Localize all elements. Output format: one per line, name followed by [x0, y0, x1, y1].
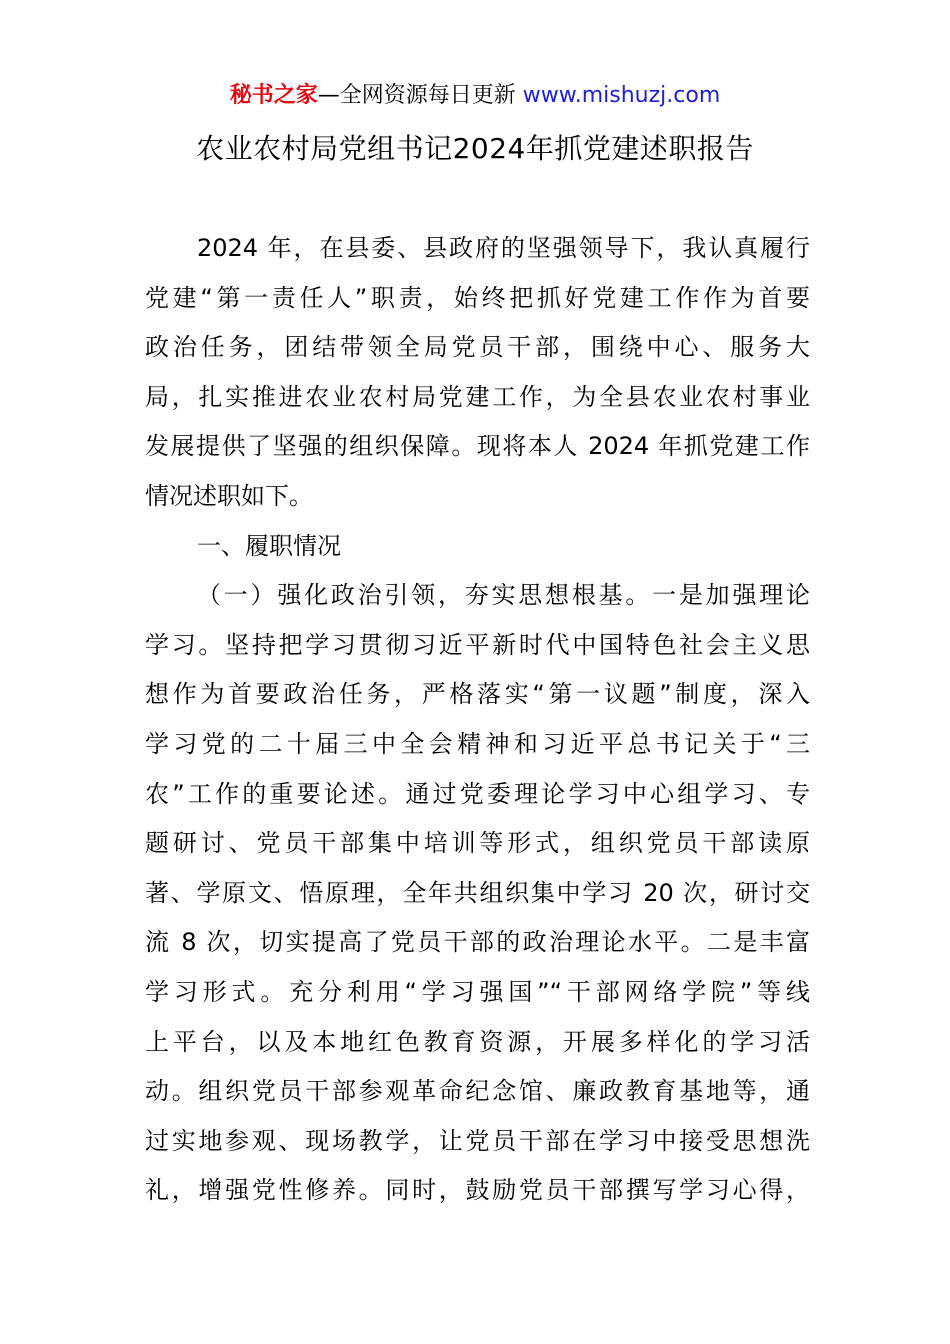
body-line: 学习形式。充分利用“学习强国”“干部网络学院”等线 [145, 977, 810, 1006]
body-line: （一）强化政治引领，夯实思想根基。一是加强理论 [197, 581, 810, 610]
body-line: 动。组织党员干部参观革命纪念馆、廉政教育基地等，通 [145, 1077, 810, 1106]
body-line: 上平台，以及本地红色教育资源，开展多样化的学习活 [145, 1027, 810, 1056]
body-line: 政治任务，团结带领全局党员干部，围绕中心、服务大 [145, 333, 810, 362]
body-line: 发展提供了坚强的组织保障。现将本人 2024 年抓党建工作 [145, 432, 810, 461]
body-line: 局，扎实推进农业农村局党建工作，为全县农业农村事业 [145, 382, 810, 411]
site-url-link[interactable]: www.mishuzj.com [522, 83, 721, 108]
body-line: 想作为首要政治任务，严格落实“第一议题”制度，深入 [145, 680, 810, 709]
document-title: 农业农村局党组书记2024年抓党建述职报告 [196, 132, 754, 165]
body-line: 学习。坚持把学习贯彻习近平新时代中国特色社会主义思 [145, 630, 810, 659]
site-tagline: —全网资源每日更新 [317, 83, 523, 108]
body-line: 2024 年，在县委、县政府的坚强领导下，我认真履行 [197, 234, 810, 262]
body-line: 礼，增强党性修养。同时，鼓励党员干部撰写学习心得， [145, 1176, 810, 1205]
body-line: 情况述职如下。 [145, 481, 313, 510]
site-header [0, 80, 950, 112]
body-line: 著、学原文、悟原理，全年共组织集中学习 20 次，研讨交 [145, 878, 810, 907]
body-line: 一、履职情况 [197, 531, 341, 560]
body-line: 过实地参观、现场教学，让党员干部在学习中接受思想洗 [145, 1126, 810, 1155]
document-body [145, 224, 810, 1216]
body-line: 党建“第一责任人”职责，始终把抓好党建工作作为首要 [145, 283, 810, 312]
body-line: 农”工作的重要论述。通过党委理论学习中心组学习、专 [145, 779, 810, 808]
body-line: 学习党的二十届三中全会精神和习近平总书记关于“三 [145, 729, 810, 758]
body-line: 题研讨、党员干部集中培训等形式，组织党员干部读原 [145, 829, 810, 858]
site-brand: 秘书之家 [229, 83, 318, 108]
body-line: 流 8 次，切实提高了党员干部的政治理论水平。二是丰富 [145, 928, 810, 957]
